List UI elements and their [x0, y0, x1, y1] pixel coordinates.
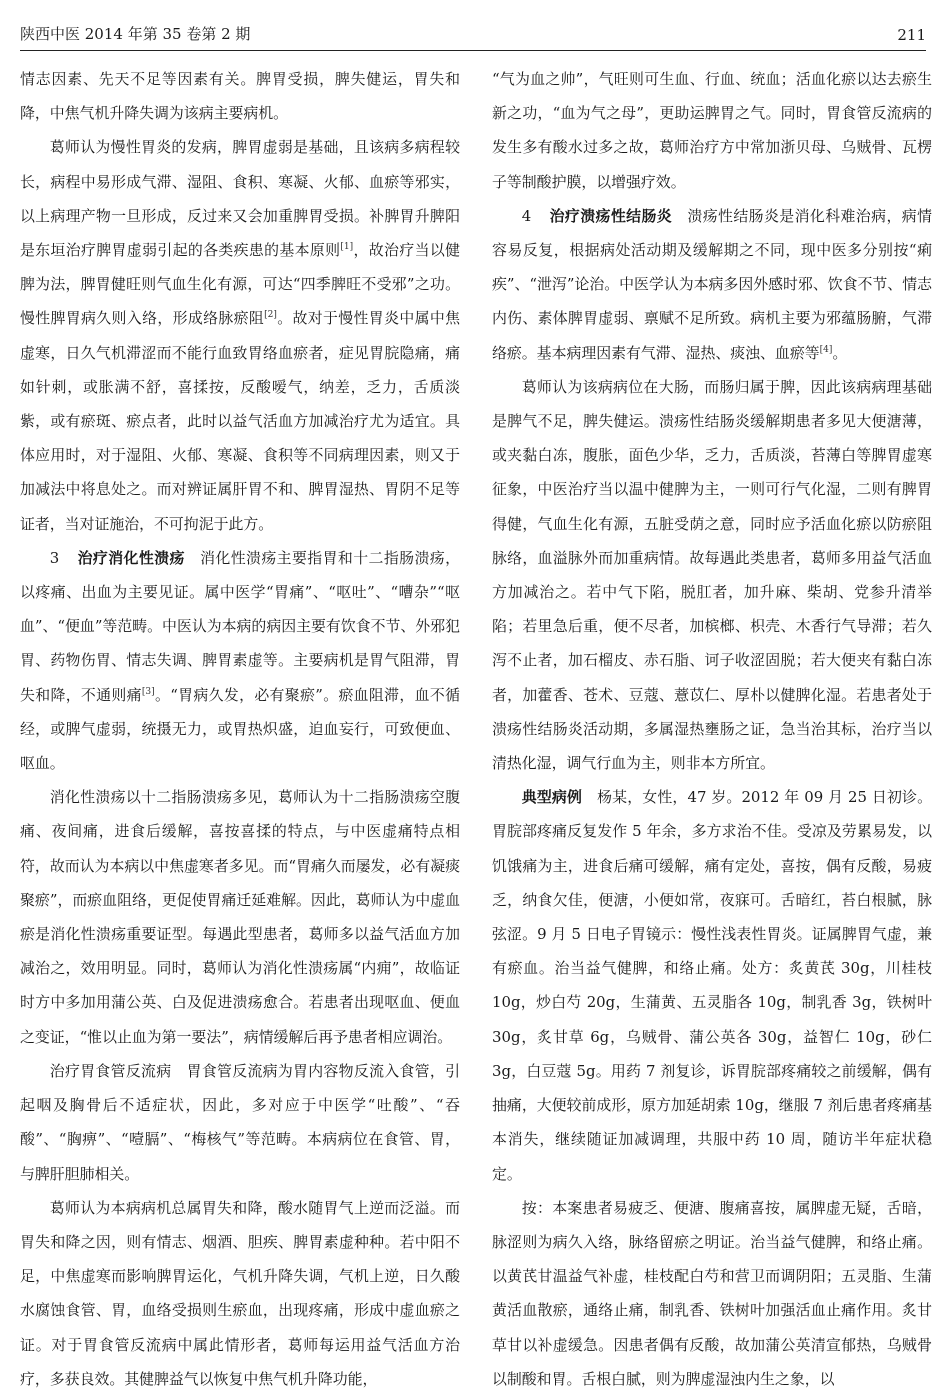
citation: [2] — [264, 310, 277, 321]
section-4: 4 治疗溃疡性结肠炎 溃疡性结肠炎是消化科难治病，病情容易反复，根据病处活动期及缓解期之不同，现中医多分别按“痢疾”、“泄泻”论治。中医学认为本病多因外感时邪、饮食不节、情志内伤、素体脾胃虚弱、禀赋不足所致。病机主要为邪蕴肠腑，气滞络瘀。基本病理因素有气滞、湿热、痰浊、血瘀等[4]。 — [492, 206, 932, 362]
paragraph: 情志因素、先天不足等因素有关。脾胃受损，脾失健运，胃失和降，中焦气机升降失调为该病主要病机。 — [20, 70, 460, 123]
paragraph: 治疗胃食管反流病 胃食管反流病为胃内容物反流入食管，引起咽及胸骨后不适症状，因此，多对应于中医学“吐酸”、“吞酸”、“胸痹”、“噎膈”、“梅核气”等范畴。本病病位在食管、胃，与脾肝胆肺相关。 — [20, 1061, 460, 1183]
case-report: 典型病例 杨某，女性，47 岁。2012 年 09 月 25 日初诊。胃脘部疼痛反复发作 5 年余，多方求治不佳。受凉及劳累易发，以饥饿痛为主，进食后痛可缓解，痛有定处，喜按，偶有反酸，易疲乏，纳食欠佳，便溏，小便如常，夜寐可。舌暗红，苔白根腻，脉弦涩。9 月 5 日电子胃镜示：慢性浅表性胃炎。证属脾胃气虚，兼有瘀血。治当益气健脾，和络止痛。处方：炙黄芪 30g，川桂枝 10g，炒白芍 20g，生蒲黄、五灵脂各 10g，制乳香 3g，铁树叶 30g，炙甘草 6g，乌贼骨、蒲公英各 30g，益智仁 10g，砂仁 3g，白豆蔻 5g。用药 7 剂复诊，诉胃脘部疼痛较之前缓解，偶有抽痛，大便较前成形，原方加延胡索 10g，继服 7 剂后患者疼痛基本消失，继续随证加减调理，共服中药 10 周，随访半年症状稳定。 — [492, 788, 932, 1183]
paragraph: “气为血之帅”，气旺则可生血、行血、统血；活血化瘀以达去瘀生新之功，“血为气之母”，更助运脾胃之气。同时，胃食管反流病的发生多有酸水过多之故，葛师治疗方中常加浙贝母、乌贼骨、瓦楞子等制酸护膜，以增强疗效。 — [492, 70, 932, 191]
section-heading: 治疗溃疡性结肠炎 — [549, 206, 673, 225]
page-number: 211 — [897, 26, 926, 44]
case-heading: 典型病例 — [521, 788, 583, 807]
right-column — [492, 62, 932, 1388]
citation: [1] — [340, 242, 354, 253]
journal-title: 陕西中医 2014 年第 35 卷第 2 期 — [20, 25, 251, 43]
section-number: 4 — [521, 206, 532, 225]
citation: [4] — [819, 344, 833, 355]
citation: [3] — [141, 686, 155, 697]
section-3: 3 治疗消化性溃疡 消化性溃疡主要指胃和十二指肠溃疡，以疼痛、出血为主要见证。属中医学“胃痛”、“呕吐”、“嘈杂”“呕血”、“便血”等范畴。中医认为本病的病因主要有饮食不节、外邪犯胃、药物伤胃、情志失调、脾胃素虚等。主要病机是胃气阻滞，胃失和降，不通则痛[3]。“胃病久发，必有聚瘀”。瘀血阻滞，血不循经，或脾气虚弱，统摄无力，或胃热炽盛，迫血妄行，可致便血、呕血。 — [20, 548, 460, 773]
paragraph: 葛师认为慢性胃炎的发病，脾胃虚弱是基础，且该病多病程较长，病程中易形成气滞、湿阻、食积、寒凝、火郁、血瘀等邪实，以上病理产物一旦形成，反过来又会加重脾胃受损。补脾胃升脾阳是东垣治疗脾胃虚弱引起的各类疾患的基本原则[1]，故治疗当以健脾为法，脾胃健旺则气血生化有源，可达“四季脾旺不受邪”之功。慢性脾胃病久则入络，形成络脉瘀阻[2]。故对于慢性胃炎中属中焦虚寒，日久气机滞涩而不能行血致胃络血瘀者，症见胃脘隐痛，痛如针刺，或胀满不舒，喜揉按，反酸嗳气，纳差，乏力，舌质淡紫，或有瘀斑、瘀点者，此时以益气活血方加减治疗尤为适宜。具体应用时，对于湿阻、火郁、寒凝、食积等不同病理因素，则又于加减法中将息处之。而对辨证属肝胃不和、脾胃湿热、胃阴不足等证者，当对证施治，不可拘泥于此方。 — [20, 138, 460, 533]
running-header — [20, 18, 926, 51]
left-column — [20, 62, 460, 1388]
section-heading: 治疗消化性溃疡 — [77, 548, 185, 567]
paragraph: 葛师认为该病病位在大肠，而肠归属于脾，因此该病病理基础是脾气不足，脾失健运。溃疡性结肠炎缓解期患者多见大便溏薄，或夹黏白冻，腹胀，面色少华，乏力，舌质淡，苔薄白等脾胃虚寒征象，中医治疗当以温中健脾为主，一则可行气化湿，二则有脾胃得健，气血生化有源，五脏受荫之意，同时应予活血化瘀以防瘀阻脉络，血溢脉外而加重病情。故每遇此类患者，葛师多用益气活血方加减治之。若中气下陷，脱肛者，加升麻、柴胡、党参升清举陷；若里急后重，便不尽者，加槟榔、枳壳、木香行气导滞；若久泻不止者，加石榴皮、赤石脂、诃子收涩固脱；若大便夹有黏白冻者，加藿香、苍术、豆蔻、薏苡仁、厚朴以健脾化湿。若患者处于溃疡性结肠炎活动期，多属湿热壅肠之证，急当治其标，治疗当以清热化湿，调气行血为主，则非本方所宜。 — [492, 377, 932, 773]
paragraph: 消化性溃疡以十二指肠溃疡多见，葛师认为十二指肠溃疡空腹痛、夜间痛，进食后缓解，喜按喜揉的特点，与中医虚痛特点相符，故而认为本病以中焦虚寒者多见。而“胃痛久而屡发，必有凝痰聚瘀”，而瘀血阻络，更促使胃痛迁延难解。因此，葛师认为中虚血瘀是消化性溃疡重要证型。每遇此型患者，葛师多以益气活血方加减治之，效用明显。同时，葛师认为消化性溃疡属“内痈”，故临证时方中多加用蒲公英、白及促进溃疡愈合。若患者出现呕血、便血之变证，“惟以止血为第一要法”，病情缓解后再予患者相应调治。 — [20, 788, 460, 1046]
paragraph: 葛师认为本病病机总属胃失和降，酸水随胃气上逆而泛溢。而胃失和降之因，则有情志、烟酒、胆疾、脾胃素虚种种。若中阳不足，中焦虚寒而影响脾胃运化，气机升降失调，气机上逆，日久酸水腐蚀食管、胃，血络受损则生瘀血，出现疼痛，形成中虚血瘀之证。对于胃食管反流病中属此情形者，葛师每运用益气活血方治疗，多获良效。其健脾益气以恢复中焦气机升降功能， — [20, 1198, 460, 1388]
paragraph: 按：本案患者易疲乏、便溏、腹痛喜按，属脾虚无疑，舌暗，脉涩则为病久入络，脉络留瘀之明证。治当益气健脾，和络止痛。以黄芪甘温益气补虚，桂枝配白芍和营卫而调阴阳；五灵脂、生蒲黄活血散瘀，通络止痛，制乳香、铁树叶加强活血止痛作用。炙甘草甘以补虚缓急。因患者偶有反酸，故加蒲公英清宣郁热，乌贼骨以制酸和胃。舌根白腻，则为脾虚湿浊内生之象，以 — [492, 1198, 932, 1388]
section-number: 3 — [49, 548, 60, 567]
